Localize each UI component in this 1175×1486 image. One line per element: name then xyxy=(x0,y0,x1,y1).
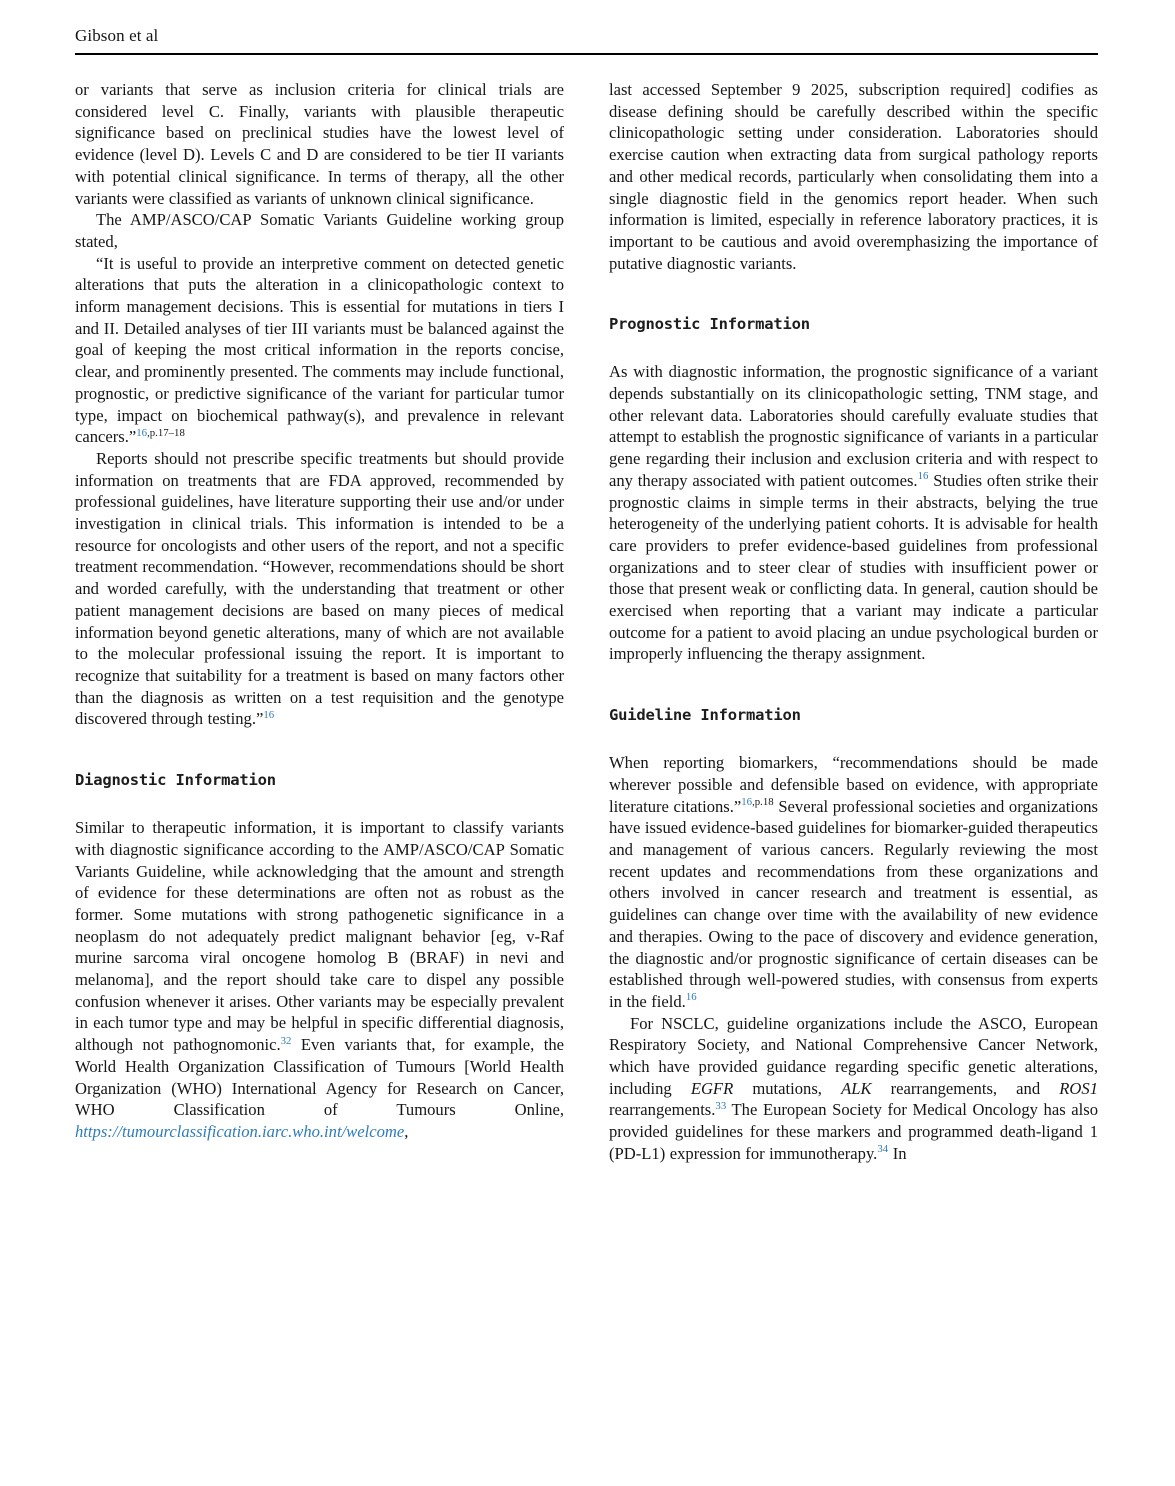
text-run: The European Society for Medical Oncology has also provided guidelines for these markers and programmed death-ligand 1 (PD-L1) expression for immunotherapy. xyxy=(609,1100,1098,1163)
paragraph xyxy=(609,361,1098,665)
gene-symbol: EGFR xyxy=(690,1078,734,1098)
citation-reference-link[interactable]: 16 xyxy=(741,796,753,809)
text-run: or variants that serve as inclusion criteria for clinical trials are considered level C. Finally, variants with plausible therapeutic significance based on preclinical studies have the lowest level of evidence (level D). Levels C and D are considered to be tier II variants with potential clinical significance. In terms of therapy, all the other variants were classified as variants of unknown clinical significance. xyxy=(75,80,564,208)
citation-page-note: ,p.17–18 xyxy=(147,426,185,439)
paragraph xyxy=(609,1013,1098,1165)
gene-symbol: ALK xyxy=(841,1078,872,1098)
paragraph xyxy=(609,752,1098,1012)
paragraph xyxy=(75,253,564,448)
section-heading: Guideline Information xyxy=(609,706,801,725)
text-run: “It is useful to provide an interpretive comment on detected genetic alterations that puts the alteration in a clinicopathologic context to inform management decisions. This is essential for mutations in tiers I and II. Detailed analyses of tier III variants must be balanced against the goal of keeping the most critical information in the reports concise, clear, and prominently presented. The comments may include functional, prognostic, or predictive significance of the variant for particular tumor type, impact on biochemical pathway(s), and prevalence in relevant cancers.” xyxy=(75,253,564,447)
citation-reference-link[interactable]: 33 xyxy=(715,1099,727,1112)
citation-reference-link[interactable]: 16 xyxy=(917,470,929,483)
text-run: last accessed September 9 2025, subscription required] codifies as disease defining should be carefully described within the specific clinicopathologic setting under consideration. Laboratories should exercise caution when extracting data from surgical pathology reports and other medical records, particularly when consolidating them into a single diagnostic field in the genomics report header. When such information is limited, especially in reference laboratory practices, it is important to be cautious and avoid overemphasizing the importance of putative diagnostic variants. xyxy=(609,80,1098,273)
paragraph xyxy=(75,448,564,730)
text-run: rearrangements, and xyxy=(871,1078,1060,1098)
running-head-text: Gibson et al xyxy=(75,26,159,45)
citation-reference-link[interactable]: 16 xyxy=(685,991,697,1004)
text-run: Even variants that, for example, the World Health Organization Classification of Tumours [World Health Organization (WHO) International Agency for Research on Cancer, WHO Classification of Tumours Online, xyxy=(75,1035,564,1120)
text-run: In xyxy=(888,1143,907,1163)
text-run: As with diagnostic information, the prognostic significance of a variant depends substantially on its clinicopathologic setting, TNM stage, and other relevant data. Laboratories should carefully evaluate studies that attempt to establish the prognostic significance of variants in a particular gene regarding their inclusion and exclusion criteria and with respect to any therapy associated with patient outcomes. xyxy=(609,362,1098,490)
text-run: Similar to therapeutic information, it is important to classify variants with diagnostic significance according to the AMP/ASCO/CAP Somatic Variants Guideline, while acknowledging that the amount and strength of evidence for these determinations are often not as robust as the former. Some mutations with strong pathogenetic significance in a neoplasm do not adequately predict malignant behavior [eg, v-Raf murine sarcoma viral oncogene homolog B (BRAF) in nevi and melanoma], and the report should take care to dispel any possible confusion whenever it arises. Other variants may be especially prevalent in each tumor type and may be helpful in specific differential diagnosis, although not pathognomonic. xyxy=(75,818,564,1055)
paragraph xyxy=(75,209,564,252)
citation-reference-link[interactable]: 34 xyxy=(877,1143,889,1156)
text-run: mutations, xyxy=(733,1078,842,1098)
text-run: Several professional societies and organizations have issued evidence-based guidelines for biomarker-guided therapeutics and management of various cancers. Regularly reviewing the most recent updates and recommendations from these organizations and others involved in cancer research and treatment is essential, as guidelines can change over time with the availability of new evidence and therapies. Owing to the pace of discovery and evidence generation, the diagnostic and/or prognostic significance of certain diseases can be established through well-powered studies, with consensus from experts in the field. xyxy=(609,796,1099,1011)
citation-page-note: ,p.18 xyxy=(752,796,774,809)
left-column xyxy=(75,79,564,1165)
text-run: Reports should not prescribe specific treatments but should provide information on treatments that are FDA approved, recommended by professional guidelines, have literature supporting their use and/or under investigation in clinical trials. This information is intended to be a resource for oncologists and other users of the report, and not a specific treatment recommendation. “However, recommendations should be short and worded carefully, with the understanding that treatment or other patient management decisions are based on many pieces of medical information beyond genetic alterations, many of which are not available to the molecular professional issuing the report. It is important to recognize that suitability for a treatment is based on many factors other than the diagnosis as written on a test requisition and the genotype discovered through testing.” xyxy=(75,448,564,729)
section-heading: Prognostic Information xyxy=(609,315,810,334)
text-run: For NSCLC, guideline organizations include the ASCO, European Respiratory Society, and National Comprehensive Cancer Network, which have provided guidance regarding specific genetic alterations, including xyxy=(609,1013,1098,1098)
citation-reference-link[interactable]: 16 xyxy=(263,708,275,721)
external-url-link[interactable]: https://tumourclassification.iarc.who.int/welcome xyxy=(75,1121,405,1141)
citation-reference-link[interactable]: 16 xyxy=(136,426,148,439)
paragraph xyxy=(75,79,564,209)
text-run: Studies often strike their prognostic claims in simple terms in their abstracts, belying the true heterogeneity of the underlying patient cohorts. It is advisable for health care providers to prefer evidence-based guidelines from professional organizations and to steer clear of studies with insufficient power or those that present weak or conflicting data. In general, caution should be exercised when reporting that a variant may indicate a particular outcome for a patient to avoid placing an undue psychological burden or improperly influencing the therapy assignment. xyxy=(609,470,1098,664)
paragraph xyxy=(75,817,564,1143)
paragraph xyxy=(609,79,1098,274)
article-body xyxy=(75,79,1098,1165)
text-run: rearrangements. xyxy=(609,1100,716,1120)
gene-symbol: ROS1 xyxy=(1059,1078,1098,1098)
right-column xyxy=(609,79,1098,1165)
text-run: When reporting biomarkers, “recommendations should be made wherever possible and defensible based on evidence, with appropriate literature citations.” xyxy=(609,753,1098,816)
section-heading: Diagnostic Information xyxy=(75,771,276,790)
text-run: , xyxy=(404,1121,409,1141)
citation-reference-link[interactable]: 32 xyxy=(280,1034,292,1047)
text-run: The AMP/ASCO/CAP Somatic Variants Guideline working group stated, xyxy=(75,210,564,251)
running-head xyxy=(75,26,1098,55)
